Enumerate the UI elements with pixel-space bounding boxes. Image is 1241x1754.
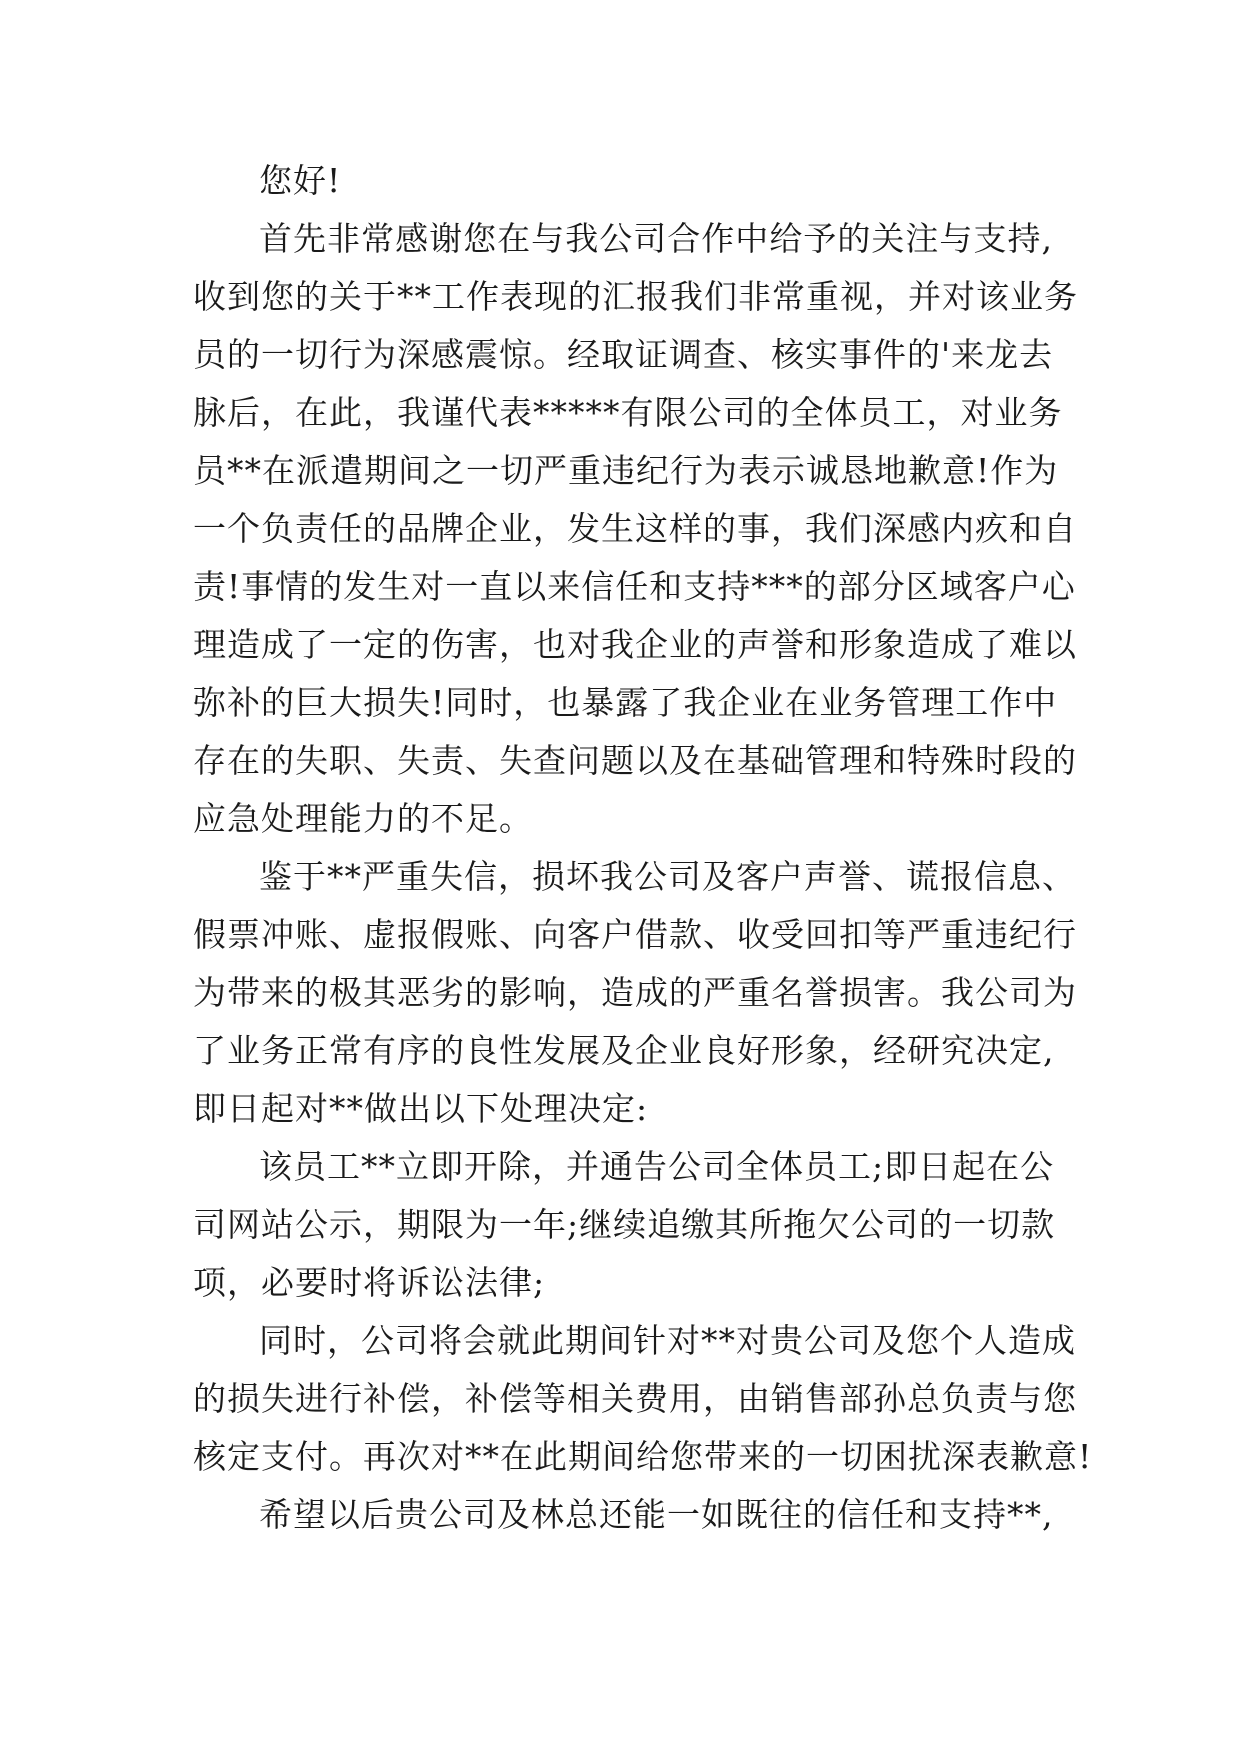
paragraph-decision: [193, 848, 1077, 1138]
text-line: 该员工**立即开除，并通告公司全体员工;即日起在公: [259, 1147, 1055, 1186]
text-line: 假票冲账、虚报假账、向客户借款、收受回扣等严重违纪行: [193, 915, 1077, 954]
text-line: 希望以后贵公司及林总还能一如既往的信任和支持**,: [259, 1495, 1054, 1534]
text-line: 了业务正常有序的良性发展及企业良好形象，经研究决定,: [193, 1031, 1055, 1070]
paragraph-dismissal: [193, 1138, 1056, 1312]
text-line: 项，必要时将诉讼法律;: [193, 1263, 546, 1302]
text-line: 理造成了一定的伤害，也对我企业的声誉和形象造成了难以: [193, 625, 1077, 664]
text-line: 责!事情的发生对一直以来信任和支持***的部分区域客户心: [193, 567, 1076, 606]
text-line: 员的一切行为深感震惊。经取证调查、核实事件的'来龙去: [193, 335, 1054, 374]
text-line: 为带来的极其恶劣的影响，造成的严重名誉损害。我公司为: [193, 973, 1077, 1012]
text-line: 收到您的关于**工作表现的汇报我们非常重视，并对该业务: [193, 277, 1078, 316]
text-line: 同时，公司将会就此期间针对**对贵公司及您个人造成: [259, 1321, 1076, 1360]
paragraph-apology: [193, 210, 1078, 848]
paragraph-compensation: [193, 1312, 1093, 1486]
text-line: 员**在派遣期间之一切严重违纪行为表示诚恳地歉意!作为: [193, 451, 1059, 490]
text-line: 存在的失职、失责、失查问题以及在基础管理和特殊时段的: [193, 741, 1077, 780]
greeting-line: 您好!: [259, 161, 342, 200]
letter-body: [193, 152, 1093, 1544]
text-line: 的损失进行补偿，补偿等相关费用，由销售部孙总负责与您: [193, 1379, 1077, 1418]
paragraph-closing: [193, 1486, 1053, 1544]
text-line: 弥补的巨大损失!同时，也暴露了我企业在业务管理工作中: [193, 683, 1058, 722]
text-line: 核定支付。再次对**在此期间给您带来的一切困扰深表歉意!: [193, 1437, 1093, 1476]
text-line: 鉴于**严重失信，损坏我公司及客户声誉、谎报信息、: [259, 857, 1076, 896]
text-line: 一个负责任的品牌企业，发生这样的事，我们深感内疚和自: [193, 509, 1077, 548]
text-line: 司网站公示，期限为一年;继续追缴其所拖欠公司的一切款: [193, 1205, 1056, 1244]
text-line: 首先非常感谢您在与我公司合作中给予的关注与支持,: [259, 219, 1053, 258]
text-line: 脉后，在此，我谨代表*****有限公司的全体员工，对业务: [193, 393, 1063, 432]
text-line: 应急处理能力的不足。: [193, 799, 533, 838]
text-line: 即日起对**做出以下处理决定:: [193, 1089, 649, 1128]
